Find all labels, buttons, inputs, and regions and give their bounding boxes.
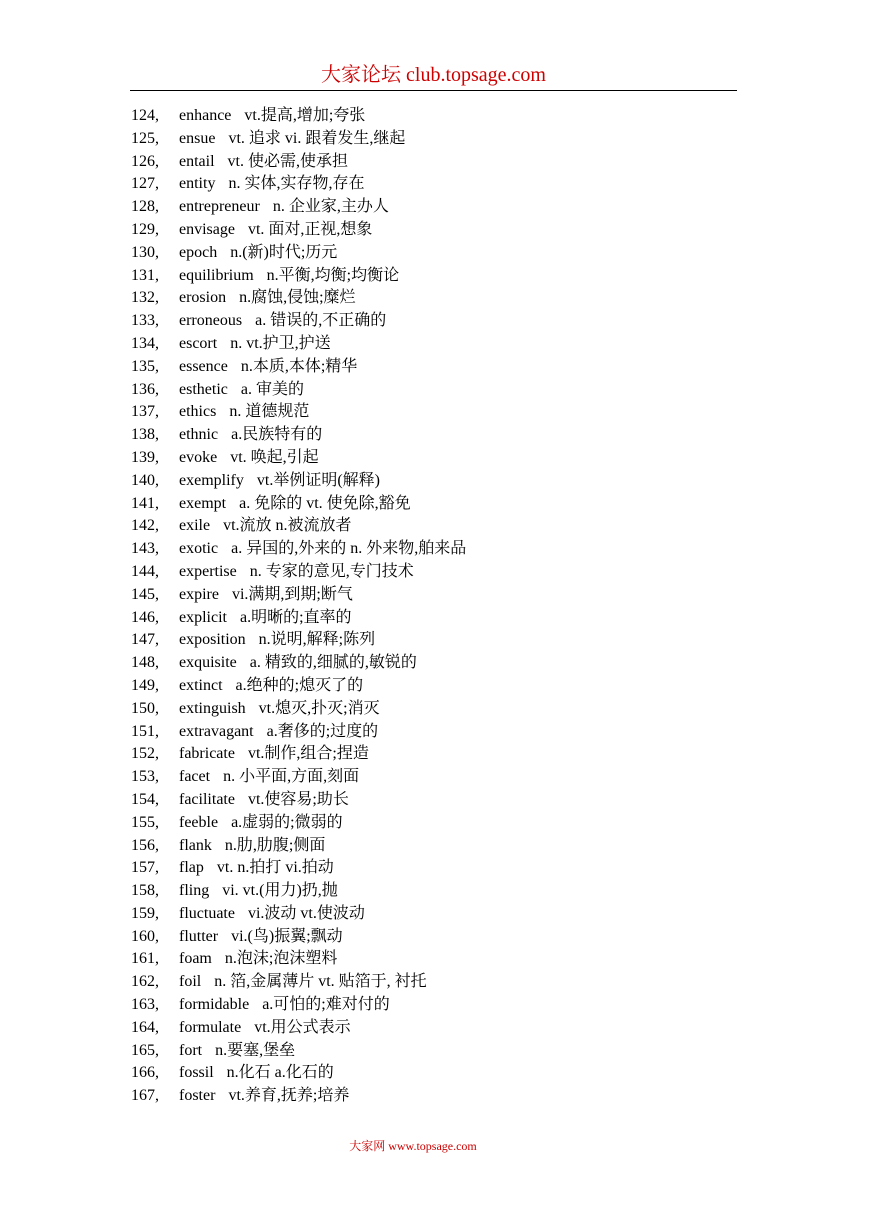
entry-number: 166, xyxy=(131,1064,159,1082)
entry-definition: n. vt.护卫,护送 xyxy=(230,334,331,352)
entry-definition: a.绝种的;熄灭了的 xyxy=(235,676,364,694)
vocab-entry xyxy=(131,789,466,812)
entry-definition: a.明晰的;直率的 xyxy=(239,608,352,626)
entry-number: 131, xyxy=(131,266,159,284)
vocab-entry xyxy=(131,1085,466,1108)
entry-definition: vt.用公式表示 xyxy=(254,1018,351,1036)
entry-word: flutter xyxy=(179,927,219,945)
vocab-entry xyxy=(131,721,466,744)
entry-word: extravagant xyxy=(179,722,254,740)
entry-definition: vt. 唤起,引起 xyxy=(230,448,319,466)
entry-word: formulate xyxy=(179,1018,242,1036)
vocab-entry xyxy=(131,743,466,766)
entry-number: 163, xyxy=(131,996,159,1014)
entry-number: 135, xyxy=(131,357,159,375)
entry-number: 130, xyxy=(131,243,159,261)
vocab-entry xyxy=(131,584,466,607)
entry-definition: vt. 面对,正视,想象 xyxy=(247,220,373,238)
entry-definition: n.要塞,堡垒 xyxy=(215,1041,296,1059)
entry-number: 133, xyxy=(131,312,159,330)
vocab-entry xyxy=(131,128,466,151)
entry-number: 165, xyxy=(131,1041,159,1059)
vocab-entry xyxy=(131,766,466,789)
entry-definition: a.奢侈的;过度的 xyxy=(266,722,379,740)
entry-definition: vt.使容易;助长 xyxy=(247,790,349,808)
vocab-entry xyxy=(131,652,466,675)
entry-number: 159, xyxy=(131,904,159,922)
entry-word: exquisite xyxy=(179,654,237,672)
page-footer: 大家网 www.topsage.com xyxy=(349,1139,477,1153)
entry-definition: vt.流放 n.被流放者 xyxy=(223,517,352,535)
entry-definition: n.泡沫;泡沫塑料 xyxy=(224,950,338,968)
entry-word: erosion xyxy=(179,289,227,307)
vocab-entry xyxy=(131,835,466,858)
entry-definition: n. 小平面,方面,刻面 xyxy=(223,768,360,786)
entry-number: 153, xyxy=(131,768,159,786)
entry-word: fort xyxy=(179,1041,203,1059)
entry-word: foster xyxy=(179,1087,216,1105)
vocab-entry xyxy=(131,287,466,310)
entry-number: 145, xyxy=(131,585,159,603)
entry-word: feeble xyxy=(179,813,219,831)
vocab-entry xyxy=(131,857,466,880)
entry-number: 167, xyxy=(131,1087,159,1105)
entry-definition: vt.熄灭,扑灭;消灭 xyxy=(258,699,380,717)
entry-number: 125, xyxy=(131,129,159,147)
vocab-entry xyxy=(131,105,466,128)
page-header: 大家论坛 club.topsage.com xyxy=(321,64,546,86)
entry-definition: vt.制作,组合;捏造 xyxy=(247,745,369,763)
entry-number: 151, xyxy=(131,722,159,740)
entry-definition: n.(新)时代;历元 xyxy=(230,243,338,261)
vocab-entry xyxy=(131,173,466,196)
entry-word: entail xyxy=(179,152,215,170)
entry-definition: n. 企业家,主办人 xyxy=(272,198,389,216)
entry-word: exemplify xyxy=(179,471,244,489)
entry-number: 150, xyxy=(131,699,159,717)
entry-definition: n.平衡,均衡;均衡论 xyxy=(266,266,400,284)
entry-number: 138, xyxy=(131,426,159,444)
vocab-entry xyxy=(131,948,466,971)
entry-number: 156, xyxy=(131,836,159,854)
vocabulary-list xyxy=(131,105,466,1108)
vocab-entry xyxy=(131,379,466,402)
entry-word: essence xyxy=(179,357,228,375)
entry-definition: vt.提高,增加;夸张 xyxy=(244,107,366,124)
entry-definition: a. 错误的,不正确的 xyxy=(255,312,387,330)
entry-word: fling xyxy=(179,882,210,900)
entry-word: escort xyxy=(179,334,218,352)
vocab-entry xyxy=(131,1017,466,1040)
entry-definition: n. 道德规范 xyxy=(229,403,310,421)
entry-number: 139, xyxy=(131,448,159,466)
entry-word: epoch xyxy=(179,243,218,261)
vocab-entry xyxy=(131,493,466,516)
vocab-entry xyxy=(131,424,466,447)
entry-number: 127, xyxy=(131,175,159,193)
entry-number: 128, xyxy=(131,198,159,216)
entry-definition: n.肋,肋腹;侧面 xyxy=(224,836,326,854)
entry-number: 132, xyxy=(131,289,159,307)
vocab-entry xyxy=(131,265,466,288)
vocab-entry xyxy=(131,242,466,265)
entry-number: 161, xyxy=(131,950,159,968)
entry-word: fluctuate xyxy=(179,904,235,922)
entry-word: extinct xyxy=(179,676,223,694)
entry-definition: a. 审美的 xyxy=(240,380,304,398)
entry-definition: a. 免除的 vt. 使免除,豁免 xyxy=(239,494,411,512)
vocab-entry xyxy=(131,470,466,493)
entry-word: flap xyxy=(179,859,204,877)
entry-number: 142, xyxy=(131,517,159,535)
entry-definition: vt.养育,抚养;培养 xyxy=(228,1087,350,1105)
entry-word: ethnic xyxy=(179,426,219,444)
entry-word: expire xyxy=(179,585,219,603)
vocab-entry xyxy=(131,698,466,721)
entry-number: 155, xyxy=(131,813,159,831)
entry-word: formidable xyxy=(179,996,250,1014)
entry-number: 154, xyxy=(131,790,159,808)
entry-definition: vt. n.拍打 vi.拍动 xyxy=(216,859,334,877)
entry-number: 143, xyxy=(131,540,159,558)
entry-word: exotic xyxy=(179,540,219,558)
entry-word: envisage xyxy=(179,220,235,238)
vocab-entry xyxy=(131,971,466,994)
entry-word: extinguish xyxy=(179,699,246,717)
entry-definition: n.腐蚀,侵蚀;糜烂 xyxy=(239,289,356,307)
vocab-entry xyxy=(131,903,466,926)
header-divider xyxy=(130,90,737,91)
vocab-entry xyxy=(131,447,466,470)
entry-number: 148, xyxy=(131,654,159,672)
entry-word: entity xyxy=(179,175,216,193)
entry-definition: a. 精致的,细腻的,敏锐的 xyxy=(249,654,417,672)
entry-definition: n.化石 a.化石的 xyxy=(226,1064,334,1082)
entry-word: exempt xyxy=(179,494,227,512)
entry-word: erroneous xyxy=(179,312,243,330)
entry-number: 162, xyxy=(131,973,159,991)
entry-definition: vt.举例证明(解释) xyxy=(256,471,380,489)
entry-word: entrepreneur xyxy=(179,198,260,216)
entry-definition: vi.波动 vt.使波动 xyxy=(247,904,365,922)
vocab-entry xyxy=(131,607,466,630)
entry-definition: a.民族特有的 xyxy=(231,426,323,444)
entry-number: 149, xyxy=(131,676,159,694)
entry-word: ensue xyxy=(179,129,216,147)
entry-definition: vi. vt.(用力)扔,抛 xyxy=(222,882,338,900)
vocab-entry xyxy=(131,333,466,356)
entry-word: esthetic xyxy=(179,380,228,398)
entry-number: 126, xyxy=(131,152,159,170)
entry-word: explicit xyxy=(179,608,227,626)
entry-number: 136, xyxy=(131,380,159,398)
entry-number: 152, xyxy=(131,745,159,763)
entry-definition: n. 箔,金属薄片 vt. 贴箔于, 衬托 xyxy=(214,973,427,991)
entry-definition: n. 专家的意见,专门技术 xyxy=(249,562,414,580)
entry-word: exposition xyxy=(179,631,246,649)
entry-definition: n.本质,本体;精华 xyxy=(240,357,358,375)
entry-word: foam xyxy=(179,950,212,968)
vocab-entry xyxy=(131,812,466,835)
entry-number: 144, xyxy=(131,562,159,580)
entry-definition: a.可怕的;难对付的 xyxy=(262,996,390,1014)
entry-word: fossil xyxy=(179,1064,214,1082)
entry-number: 147, xyxy=(131,631,159,649)
vocab-entry xyxy=(131,196,466,219)
vocab-entry xyxy=(131,401,466,424)
entry-word: flank xyxy=(179,836,212,854)
vocab-entry xyxy=(131,880,466,903)
vocab-entry xyxy=(131,219,466,242)
entry-number: 160, xyxy=(131,927,159,945)
entry-number: 157, xyxy=(131,859,159,877)
vocab-entry xyxy=(131,629,466,652)
entry-definition: vt. 追求 vi. 跟着发生,继起 xyxy=(228,129,406,147)
vocab-entry xyxy=(131,515,466,538)
entry-word: facilitate xyxy=(179,790,235,808)
entry-definition: vt. 使必需,使承担 xyxy=(227,152,348,170)
entry-number: 164, xyxy=(131,1018,159,1036)
entry-word: expertise xyxy=(179,562,237,580)
entry-word: foil xyxy=(179,973,202,991)
vocab-entry xyxy=(131,151,466,174)
vocab-entry xyxy=(131,356,466,379)
entry-definition: a.虚弱的;微弱的 xyxy=(231,813,343,831)
entry-definition: vi.满期,到期;断气 xyxy=(231,585,353,603)
vocab-entry xyxy=(131,310,466,333)
entry-number: 124, xyxy=(131,107,159,124)
entry-number: 129, xyxy=(131,220,159,238)
vocab-entry xyxy=(131,1062,466,1085)
entry-word: exile xyxy=(179,517,211,535)
vocab-entry xyxy=(131,1040,466,1063)
entry-word: enhance xyxy=(179,107,232,124)
entry-number: 140, xyxy=(131,471,159,489)
entry-number: 134, xyxy=(131,334,159,352)
vocab-entry xyxy=(131,675,466,698)
entry-definition: vi.(鸟)振翼;飘动 xyxy=(231,927,343,945)
entry-number: 141, xyxy=(131,494,159,512)
vocab-entry xyxy=(131,994,466,1017)
vocab-entry xyxy=(131,926,466,949)
entry-definition: n. 实体,实存物,存在 xyxy=(228,175,365,193)
entry-definition: n.说明,解释;陈列 xyxy=(258,631,376,649)
entry-number: 146, xyxy=(131,608,159,626)
entry-word: ethics xyxy=(179,403,217,421)
entry-number: 137, xyxy=(131,403,159,421)
entry-word: facet xyxy=(179,768,211,786)
vocab-entry xyxy=(131,538,466,561)
entry-number: 158, xyxy=(131,882,159,900)
entry-word: evoke xyxy=(179,448,218,466)
entry-definition: a. 异国的,外来的 n. 外来物,舶来品 xyxy=(231,540,467,558)
vocab-entry xyxy=(131,561,466,584)
entry-word: fabricate xyxy=(179,745,235,763)
entry-word: equilibrium xyxy=(179,266,254,284)
